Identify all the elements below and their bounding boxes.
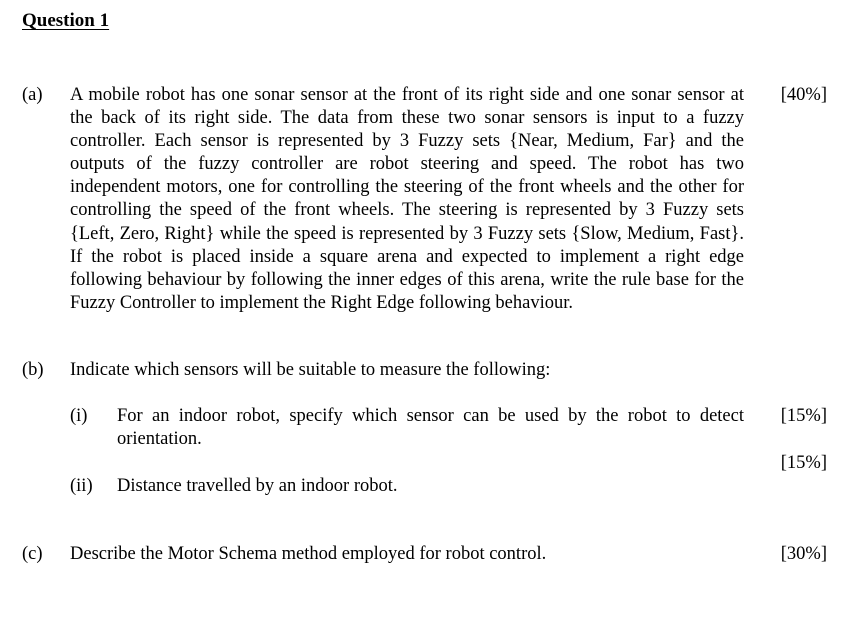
part-b-ii-label: (ii) <box>70 476 93 496</box>
part-b-i-marks: [15%] <box>780 406 827 426</box>
part-b-i-text: For an indoor robot, specify which sensor can be used by the robot to detect orientation. <box>117 406 744 449</box>
part-b-ii-text: Distance travelled by an indoor robot. <box>117 476 398 496</box>
part-a-label: (a) <box>22 85 43 105</box>
part-a-text: A mobile robot has one sonar sensor at the front of its right side and one sonar sensor at the back of its right side. The data from these two sonar sensors is input to a fuzzy controller. Each sensor is represented by 3 Fuzzy sets {Near, Medium, Far} and the outputs of the fuzzy controller are robot steering and speed. The robot has two independent motors, one for controlling the steering of the front wheels and the other for controlling the speed of the front wheels. The steering is represented by 3 Fuzzy sets {Left, Zero, Right} while the speed is represented by 3 Fuzzy sets {Slow, Medium, Fast}. If the robot is placed inside a square arena and expected to implement a right edge following behaviour by following the inner edges of this arena, write the rule base for the Fuzzy Controller to implement the Right Edge following behaviour. <box>70 85 744 313</box>
part-c-text: Describe the Motor Schema method employed for robot control. <box>70 544 547 564</box>
part-b-ii-marks: [15%] <box>780 453 827 473</box>
part-c-label: (c) <box>22 544 43 564</box>
part-a-marks: [40%] <box>780 85 827 105</box>
part-b-label: (b) <box>22 360 44 380</box>
part-b-text: Indicate which sensors will be suitable to measure the following: <box>70 360 551 380</box>
question-heading: Question 1 <box>22 10 110 31</box>
part-c-marks: [30%] <box>780 544 827 564</box>
part-b-i-label: (i) <box>70 406 88 426</box>
